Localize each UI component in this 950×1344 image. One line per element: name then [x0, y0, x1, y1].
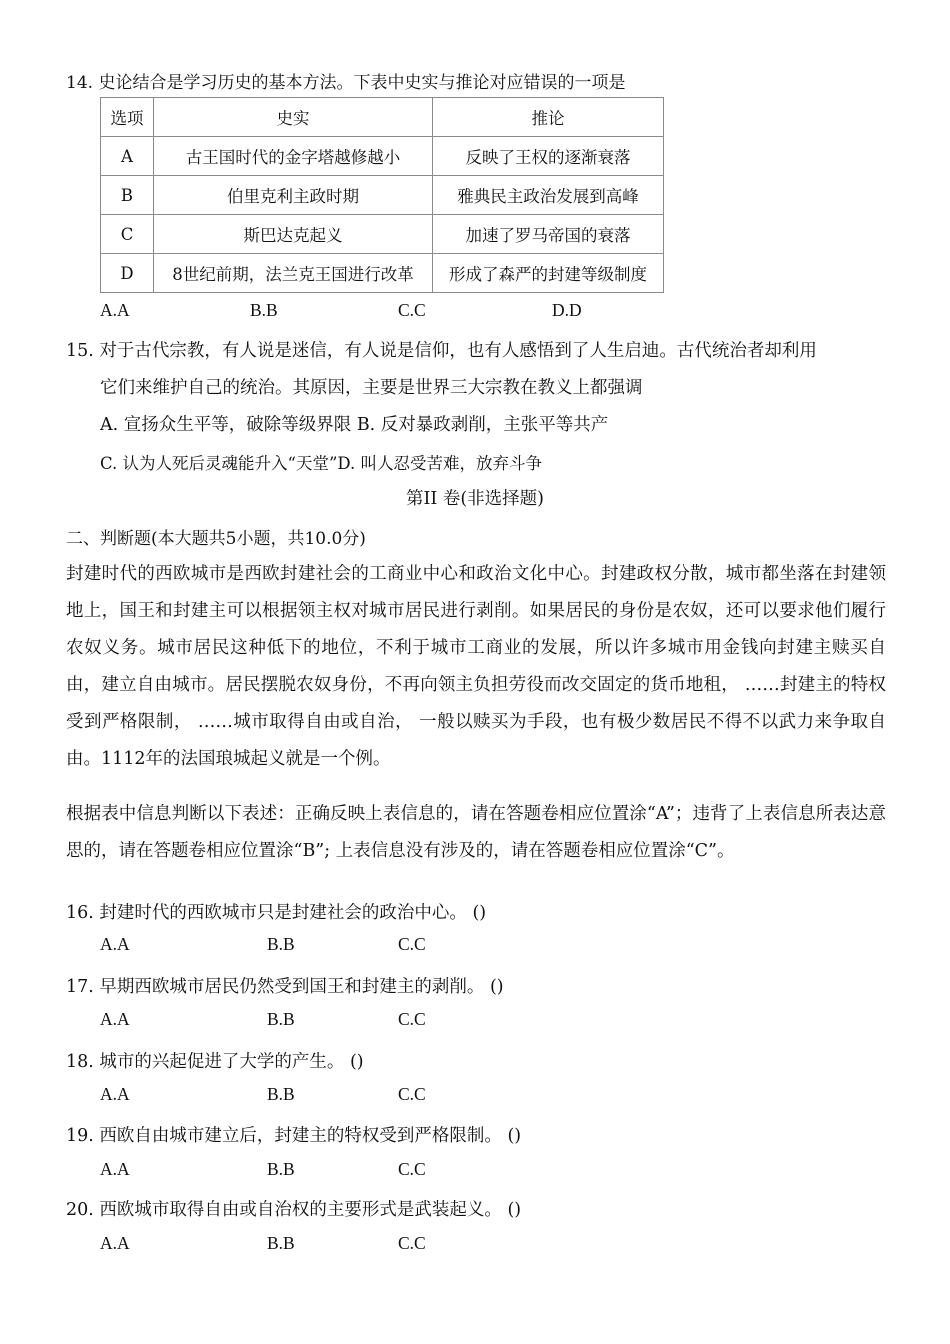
option-c[interactable]: C.C	[398, 1159, 426, 1179]
option-c[interactable]: C.C	[398, 934, 426, 954]
table-header: 推论	[433, 98, 664, 137]
question-20-stem: 20. 西欧城市取得自由或自治权的主要形式是武装起义。 ()	[66, 1200, 522, 1220]
option-a[interactable]: A.A	[100, 1084, 130, 1104]
table-row	[101, 215, 664, 254]
reading-passage: 封建时代的西欧城市是西欧封建社会的工商业中心和政治文化中心。封建政权分散，城市都坐落在封建领地上，国王和封建主可以根据领主权对城市居民进行剥削。如果居民的身份是农奴，还可以要求他们履行农奴义务。城市居民这种低下的地位，不利于城市工商业的发展，所以许多城市用金钱向封建主赎买自由，建立自由城市。居民摆脱农奴身份，不再向领主负担劳役而改交固定的货币地租， ……封建主的特权受到严格限制， ……城市取得自由或自治， 一般以赎买为手段，也有极少数居民不得不以武力来争取自由。1112年的法国琅城起义就是一个例。	[66, 564, 886, 769]
question-15-stem-line2: 它们来维护自己的统治。其原因，主要是世界三大宗教在教义上都强调	[100, 378, 643, 398]
table-cell: B	[101, 176, 154, 215]
table-cell: 加速了罗马帝国的衰落	[433, 215, 664, 254]
table-cell: C	[101, 215, 154, 254]
history-table	[100, 97, 664, 293]
option-a[interactable]: A.A	[100, 934, 130, 954]
option-a[interactable]: A.A	[100, 1159, 130, 1179]
option-b[interactable]: B.B	[267, 1084, 295, 1104]
table-header-row	[101, 98, 664, 137]
question-17-stem: 17. 早期西欧城市居民仍然受到国王和封建主的剥削。 ()	[66, 977, 504, 997]
table-row	[101, 137, 664, 176]
table-cell: 斯巴达克起义	[154, 215, 433, 254]
question-15-options-cd[interactable]: C. 认为人死后灵魂能升入“天堂”D. 叫人忍受苦难，放弃斗争	[100, 454, 543, 473]
question-18-stem: 18. 城市的兴起促进了大学的产生。 ()	[66, 1052, 364, 1072]
part2-heading: 二、判断题(本大题共5小题，共10.0分)	[66, 529, 366, 549]
option-a[interactable]: A.A	[100, 300, 130, 320]
option-b[interactable]: B.B	[267, 1009, 295, 1029]
question-19-stem: 19. 西欧自由城市建立后，封建主的特权受到严格限制。 ()	[66, 1126, 522, 1146]
option-a[interactable]: A.A	[100, 1233, 130, 1253]
table-row	[101, 254, 664, 293]
question-15-options-ab[interactable]: A. 宣扬众生平等，破除等级界限 B. 反对暴政剥削，主张平等共产	[100, 415, 609, 435]
option-c[interactable]: C.C	[398, 1009, 426, 1029]
table-cell: A	[101, 137, 154, 176]
option-b[interactable]: B.B	[250, 300, 278, 320]
table-cell: 8世纪前期，法兰克王国进行改革	[154, 254, 433, 293]
option-b[interactable]: B.B	[267, 1159, 295, 1179]
question-16-stem: 16. 封建时代的西欧城市只是封建社会的政治中心。 ()	[66, 903, 487, 923]
table-cell: 雅典民主政治发展到高峰	[433, 176, 664, 215]
table-cell: 形成了森严的封建等级制度	[433, 254, 664, 293]
option-b[interactable]: B.B	[267, 1233, 295, 1253]
table-cell: D	[101, 254, 154, 293]
table-cell: 反映了王权的逐渐衰落	[433, 137, 664, 176]
table-cell: 伯里克利主政时期	[154, 176, 433, 215]
option-b[interactable]: B.B	[267, 934, 295, 954]
table-header: 史实	[154, 98, 433, 137]
section-title: 第II 卷(非选择题)	[405, 489, 545, 509]
table-cell: 古王国时代的金字塔越修越小	[154, 137, 433, 176]
question-14-stem: 14. 史论结合是学习历史的基本方法。下表中史实与推论对应错误的一项是	[66, 73, 626, 93]
instruction-text: 根据表中信息判断以下表述：正确反映上表信息的，请在答题卷相应位置涂“A”；违背了上表信息所表达意思的，请在答题卷相应位置涂“B”; 上表信息没有涉及的，请在答题卷相应位置涂“C”。	[66, 804, 886, 861]
question-15-stem-line1: 15. 对于古代宗教，有人说是迷信，有人说是信仰，也有人感悟到了人生启迪。古代统治者却利用	[66, 341, 817, 361]
table-header: 选项	[101, 98, 154, 137]
option-c[interactable]: C.C	[398, 1233, 426, 1253]
table-row	[101, 176, 664, 215]
option-d[interactable]: D.D	[552, 300, 582, 320]
option-a[interactable]: A.A	[100, 1009, 130, 1029]
option-c[interactable]: C.C	[398, 300, 426, 320]
option-c[interactable]: C.C	[398, 1084, 426, 1104]
